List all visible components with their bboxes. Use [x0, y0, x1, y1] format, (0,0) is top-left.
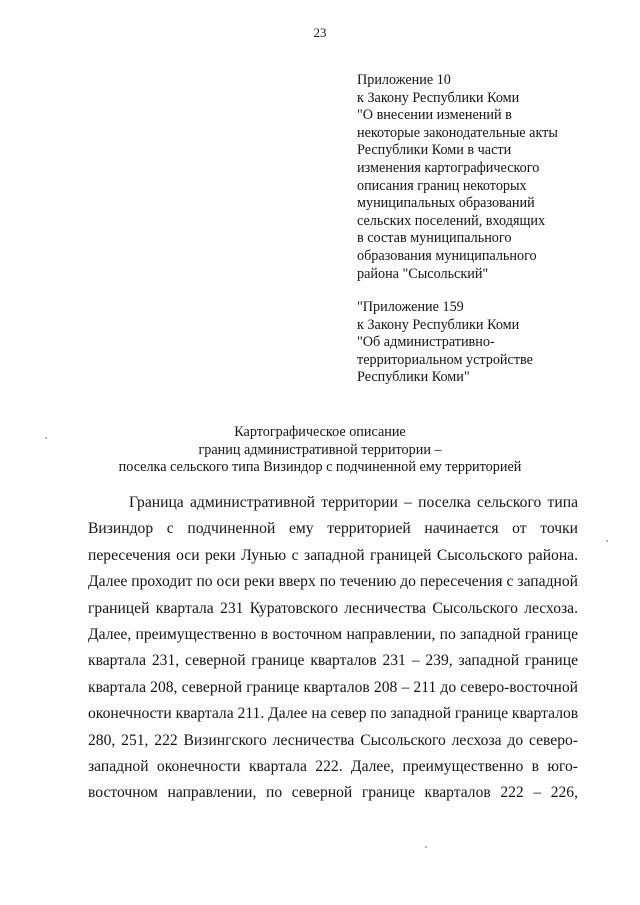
appendix-159-line: к Закону Республики Коми: [357, 316, 520, 333]
body-line: Далее проходит по оси реки вверх по течению до пересечения с западной: [88, 573, 578, 591]
body-line: границей квартала 231 Куратовского лесничества Сысольского лесхоза.: [88, 599, 578, 617]
appendix-10-header: [357, 72, 627, 283]
body-line: квартала 231, северной границе кварталов 231 – 239, западной границе: [88, 652, 578, 670]
body-line: Граница административной территории – поселка сельского типа: [129, 494, 578, 511]
scan-speck: [606, 540, 608, 542]
appendix-10-line: сельских поселений, входящих: [357, 212, 546, 229]
appendix-159-line: территориальном устройстве: [357, 351, 533, 368]
appendix-10-line: изменения картографического: [357, 159, 540, 176]
appendix-10-line: образования муниципального: [357, 247, 537, 264]
appendix-159-header: [357, 299, 627, 387]
body-line: квартала 208, северной границе кварталов 208 – 211 до северо-восточной: [88, 678, 578, 696]
page-number: 23: [313, 25, 327, 40]
scan-speck: [45, 437, 47, 439]
appendix-159-line: "Приложение 159: [357, 299, 464, 315]
document-title: [0, 424, 640, 477]
body-line: западной оконечности квартала 222. Далее, преимущественно в юго-: [88, 757, 578, 775]
body-paragraph: [88, 490, 578, 807]
appendix-10-line: "О внесении изменений в: [357, 107, 512, 124]
appendix-10-line: некоторые законодательные акты: [357, 124, 558, 141]
title-line: границ административной территории –: [198, 441, 442, 458]
appendix-10-line: в состав муниципального: [357, 230, 512, 247]
scan-speck: [425, 846, 427, 848]
appendix-159-line: Республики Коми": [357, 369, 470, 386]
appendix-159-line: "Об административно-: [357, 334, 495, 351]
appendix-10-line: района "Сысольский": [357, 265, 489, 282]
body-line: оконечности квартала 211. Далее на север по западной границе кварталов: [88, 705, 579, 723]
body-line: восточном направлении, по северной границе кварталов 222 – 226,: [88, 784, 578, 802]
appendix-10-line: Республики Коми в части: [357, 142, 512, 159]
appendix-10-line: Приложение 10: [357, 72, 451, 88]
appendix-10-line: описания границ некоторых: [357, 177, 527, 194]
appendix-10-line: муниципальных образований: [357, 195, 535, 212]
body-line: пересечения оси реки Лунью с западной границей Сысольского района.: [88, 546, 578, 564]
body-line: Визиндор с подчиненной ему территорией начинается от точки: [88, 520, 578, 538]
body-line: 280, 251, 222 Визингского лесничества Сысольского лесхоза до северо-: [88, 731, 578, 749]
title-line: поселка сельского типа Визиндор с подчиненной ему территорией: [118, 459, 522, 476]
appendix-10-line: к Закону Республики Коми: [357, 89, 520, 106]
body-line: Далее, преимущественно в восточном направлении, по западной границе: [88, 625, 578, 643]
title-line: Картографическое описание: [234, 424, 406, 440]
